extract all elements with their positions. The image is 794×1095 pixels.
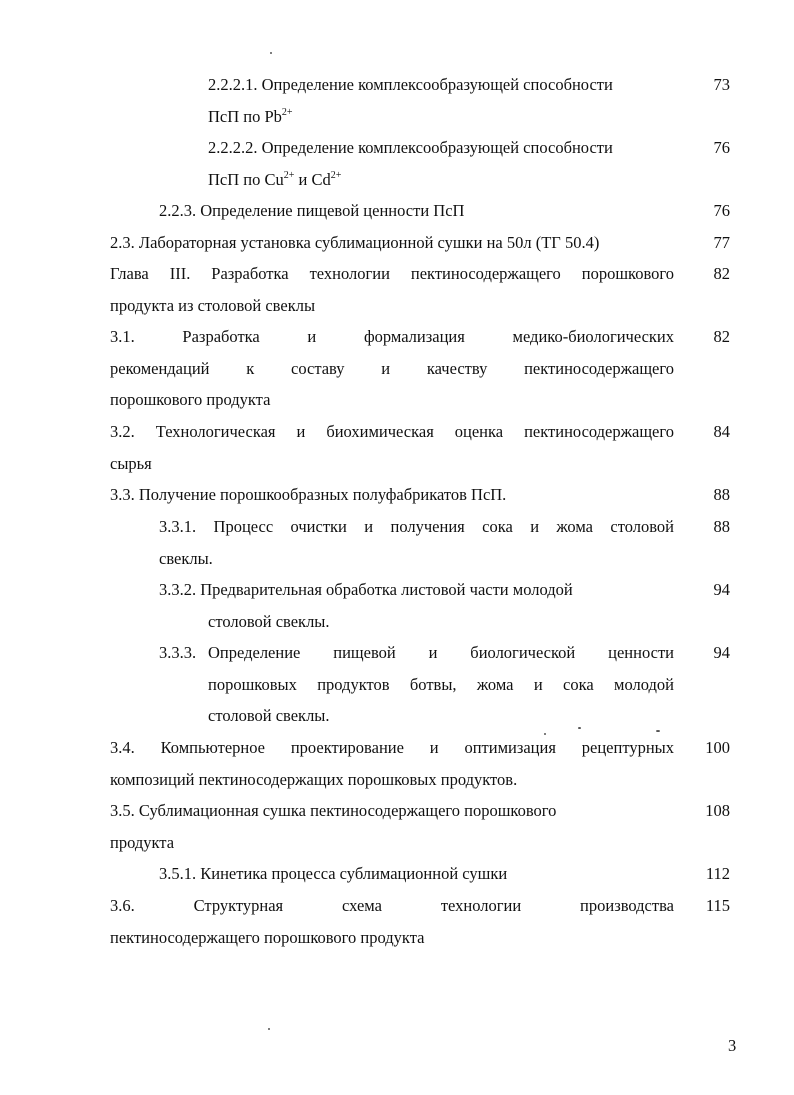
- toc-entry-title: 3.6. Структурная схема технологии производства: [110, 896, 674, 915]
- toc-entry-title-cont: ПсП по $Cu^{2+}$ и $Cd^{2+}$: [208, 169, 342, 189]
- toc-entry-title: 3.1. Разработка и формализация медико-биологических: [110, 327, 674, 346]
- toc-entry-2-3: [110, 227, 730, 259]
- toc-entry-title-cont: столовой свеклы.: [208, 611, 330, 631]
- toc-page-number: 82: [713, 327, 730, 346]
- toc-page-number: 84: [713, 422, 730, 441]
- toc-entry-title-cont: столовой свеклы.: [208, 706, 330, 725]
- toc-entry-number: 3.3.3.: [159, 643, 197, 662]
- toc-entry-title-cont: свеклы.: [159, 548, 213, 568]
- toc-entry-3-3-2: [110, 574, 730, 638]
- toc-entry-3-6: [110, 890, 730, 954]
- toc-page-number: 115: [705, 896, 730, 915]
- page-number: 3: [728, 1036, 737, 1055]
- toc-entry-title-cont: пектиносодержащего порошкового продукта: [110, 927, 425, 947]
- toc-entry-title-cont: композиций пектиносодержащих порошковых продуктов.: [110, 769, 518, 789]
- toc-page-number: 76: [713, 138, 730, 157]
- toc-entry-title: 2.2.2.2. Определение комплексообразующей способности: [208, 138, 613, 157]
- toc-entry-3-5: [110, 795, 730, 859]
- toc-entry-3-4: [110, 732, 730, 796]
- toc-entry-title: 3.4. Компьютерное проектирование и оптимизация рецептурных: [110, 738, 674, 757]
- toc-entry-title-cont: порошковых продуктов ботвы, жома и сока молодой: [208, 674, 674, 694]
- toc-page-number: 94: [713, 643, 730, 662]
- toc-page-number: 77: [713, 233, 730, 252]
- toc-entry-title-cont: продукта: [110, 832, 175, 852]
- toc-page-number: 88: [713, 485, 730, 504]
- scan-speck: [270, 52, 272, 54]
- toc-entry-title: 2.2.2.1. Определение комплексообразующей способности: [208, 75, 613, 94]
- toc-entry-2-2-3: [110, 195, 730, 227]
- toc-entry-title: 3.3. Получение порошкообразных полуфабрикатов ПсП.: [110, 485, 507, 504]
- toc-entry-chapter-3: [110, 258, 730, 322]
- toc-entry-title: 3.3.2. Предварительная обработка листовой части молодой: [159, 580, 573, 599]
- toc-entry-title: 2.2.3. Определение пищевой ценности ПсП: [159, 201, 465, 220]
- toc-page-number: 94: [713, 580, 730, 599]
- toc-entry-title: Определение пищевой и биологической ценности: [208, 643, 674, 662]
- toc-entry-3-5-1: [110, 858, 730, 890]
- toc-entry-title-cont: порошкового продукта: [110, 390, 271, 409]
- toc-page-number: 73: [713, 75, 730, 94]
- toc-entry-title-cont: продукта из столовой свеклы: [110, 295, 316, 315]
- toc-entry-title: 3.5. Сублимационная сушка пектиносодержащего порошкового: [110, 801, 557, 820]
- scan-speck: [268, 1028, 270, 1030]
- toc-page-number: 76: [713, 201, 730, 220]
- toc-page-number: 82: [713, 264, 730, 283]
- toc-entry-3-3: [110, 479, 730, 511]
- toc-entry-2-2-2-2: [110, 132, 730, 196]
- toc-page-number: 88: [713, 517, 730, 536]
- toc-page-number: 108: [705, 801, 730, 820]
- toc-page-number: 100: [705, 738, 730, 757]
- toc-entry-title: 3.3.1. Процесс очистки и получения сока и жома столовой: [159, 517, 674, 536]
- toc-entry-3-3-3: [110, 637, 730, 733]
- toc-page-number: 112: [705, 864, 730, 883]
- toc-entry-3-2: [110, 416, 730, 480]
- toc-entry-title: 3.5.1. Кинетика процесса сублимационной сушки: [159, 864, 508, 883]
- toc-entry-title: 3.2. Технологическая и биохимическая оценка пектиносодержащего: [110, 422, 674, 441]
- toc-entry-2-2-2-1: [110, 69, 730, 133]
- toc-entry-title-cont: рекомендаций к составу и качеству пектиносодержащего: [110, 358, 674, 378]
- toc-entry-3-1: [110, 321, 730, 417]
- toc-entry-title: 2.3. Лабораторная установка сублимационной сушки на 50л (ТГ 50.4): [110, 233, 600, 252]
- toc-entry-title-cont: ПсП по $Pb^{2+}$: [208, 106, 293, 126]
- toc-entry-title: Глава III. Разработка технологии пектиносодержащего порошкового: [110, 264, 674, 283]
- toc-entry-3-3-1: [110, 511, 730, 575]
- toc-entry-title-cont: сырья: [110, 453, 152, 473]
